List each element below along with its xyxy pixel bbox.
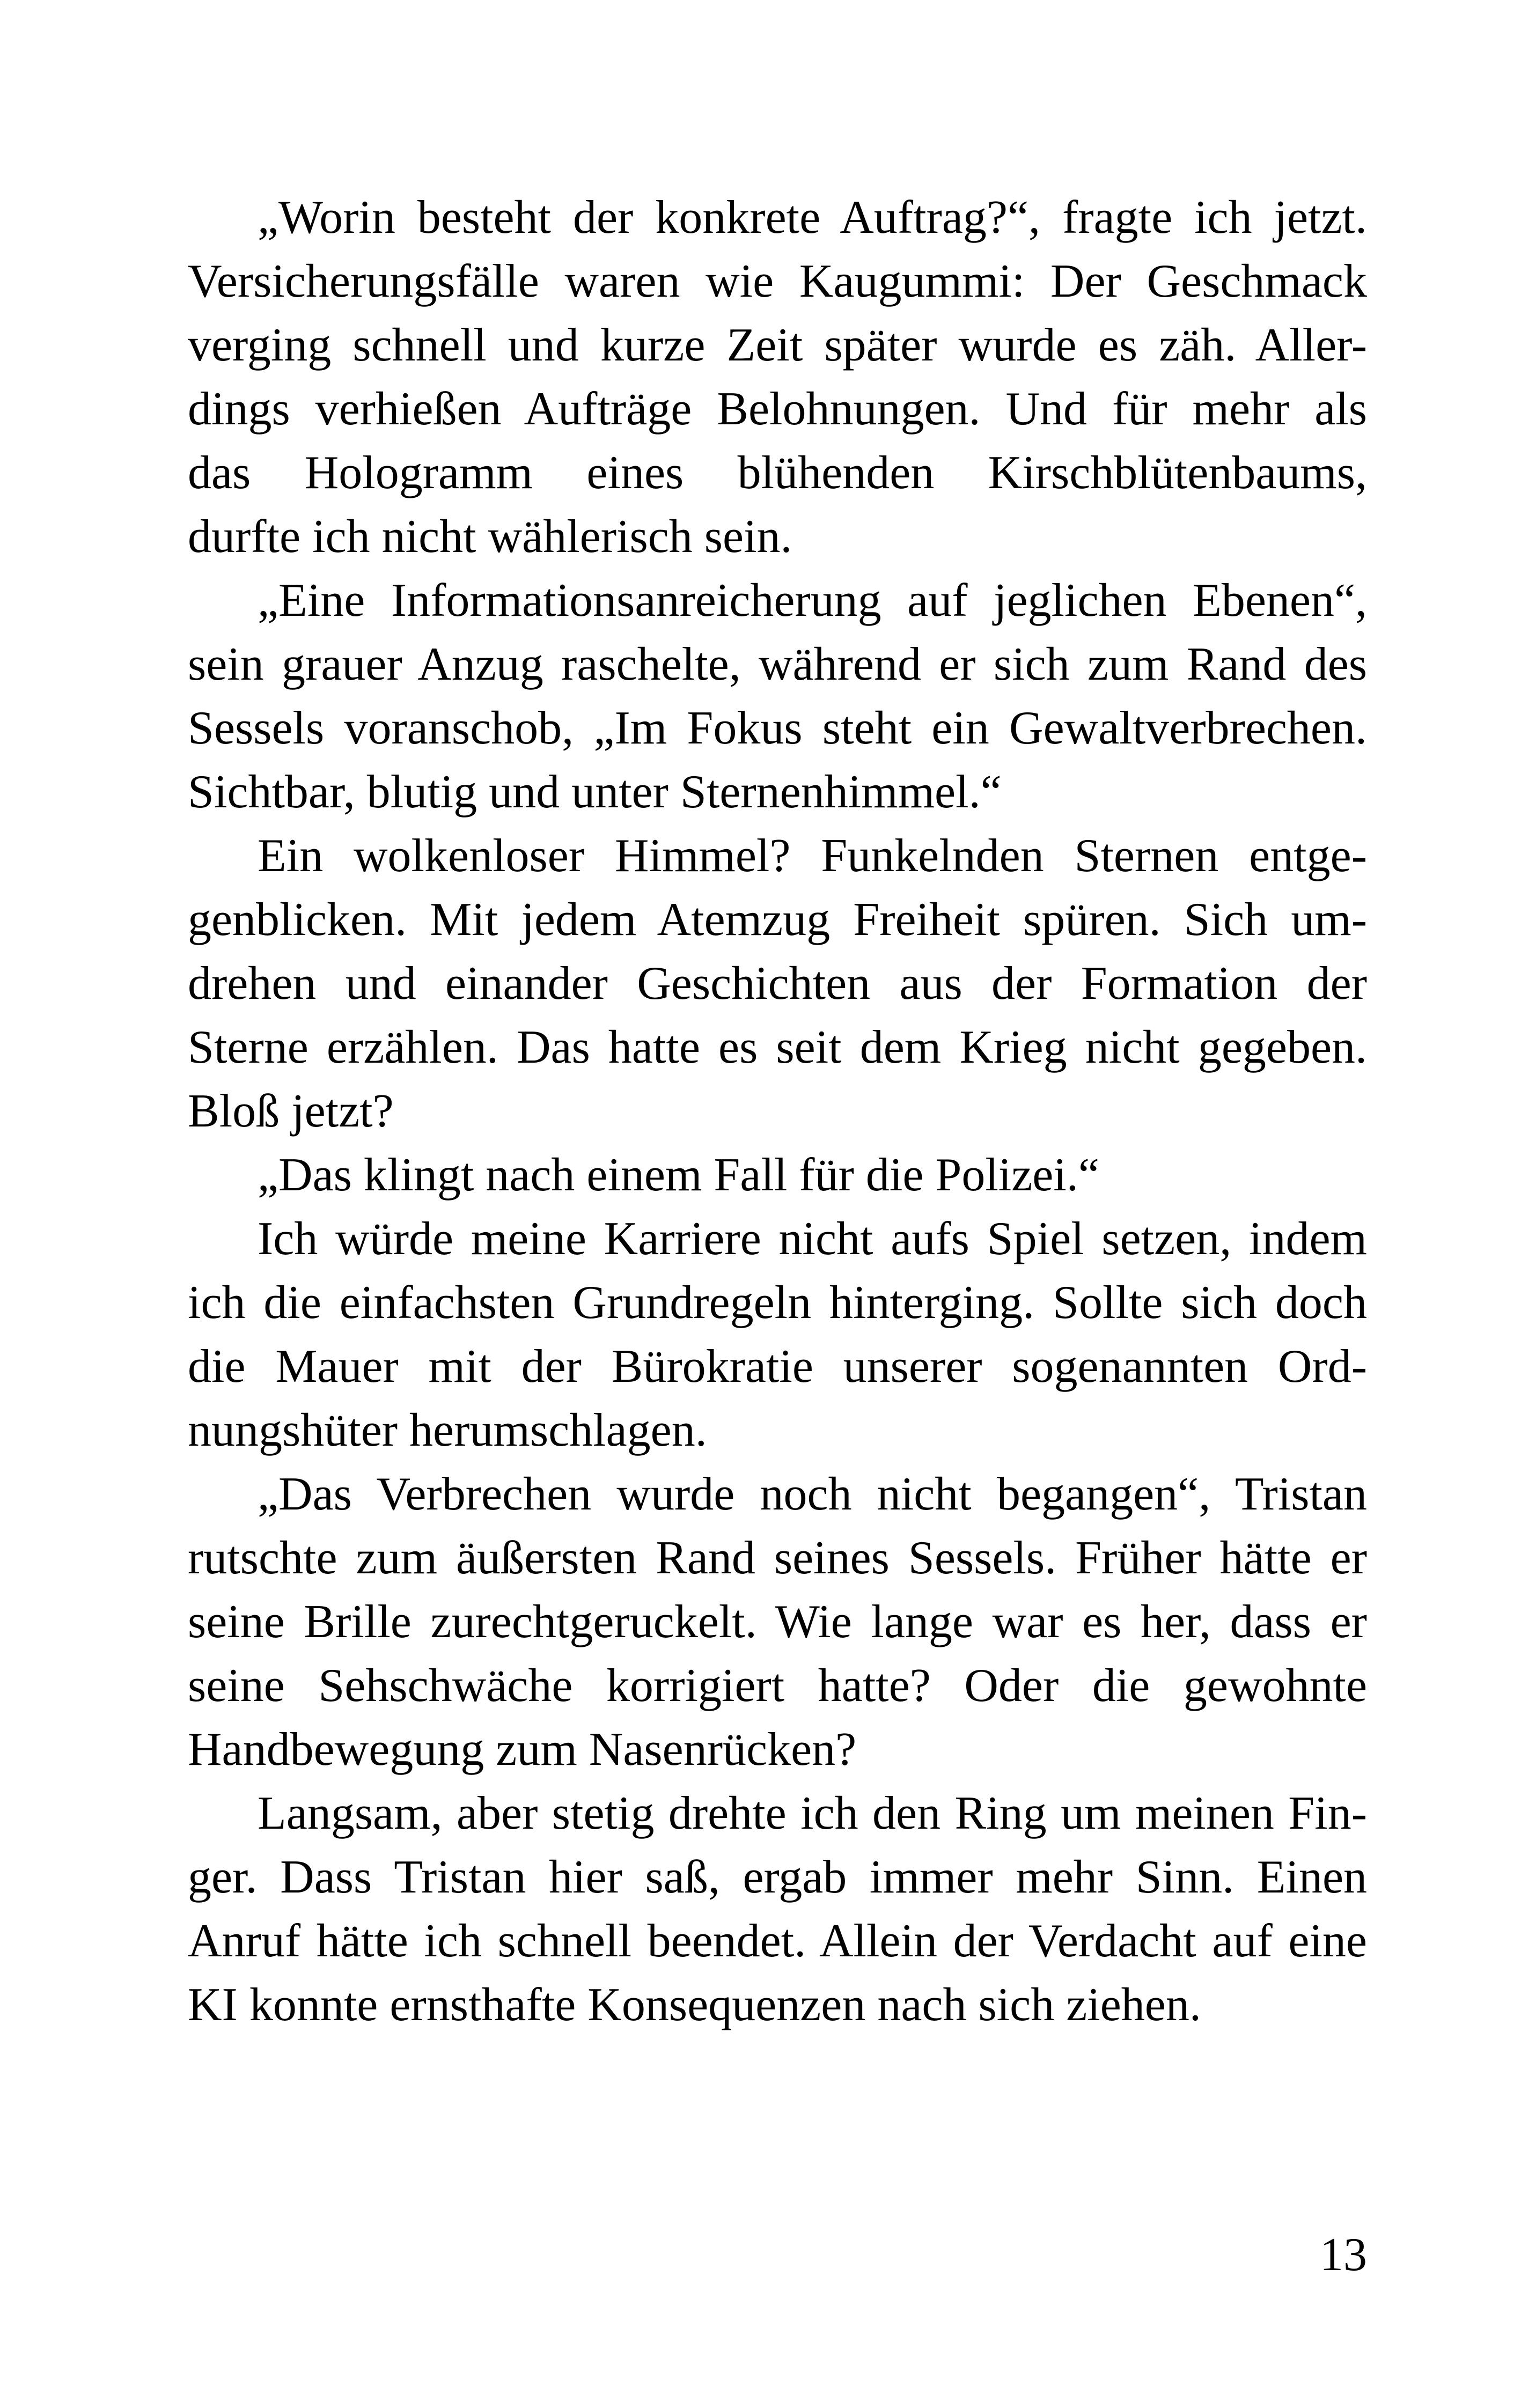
text-line: Langsam, aber stetig drehte ich den Ring um meinen Fin- <box>258 1787 1367 1839</box>
text-line: seine Sehschwäche korrigiert hatte? Oder die gewohnte <box>188 1660 1367 1712</box>
text-line: drehen und einander Geschichten aus der Formation der <box>188 958 1367 1010</box>
paragraph <box>188 824 1367 1143</box>
page-number: 13 <box>1320 2229 1367 2281</box>
text-line: sein grauer Anzug raschelte, während er sich zum Rand des <box>188 638 1367 690</box>
text-line: seine Brille zurechtgeruckelt. Wie lange war es her, dass er <box>188 1596 1367 1648</box>
text-line: „Eine Informationsanreicherung auf jeglichen Ebenen“, <box>258 575 1367 627</box>
text-line: Ein wolkenloser Himmel? Funkelnden Sternen entge- <box>258 830 1367 882</box>
text-line: Bloß jetzt? <box>188 1085 394 1137</box>
text-line: Sterne erzählen. Das hatte es seit dem Krieg nicht gegeben. <box>188 1021 1367 1073</box>
text-line: rutschte zum äußersten Rand seines Sessels. Früher hätte er <box>188 1532 1367 1584</box>
text-line: verging schnell und kurze Zeit später wurde es zäh. Aller- <box>188 319 1367 371</box>
paragraph <box>188 1781 1367 2037</box>
page-text <box>188 186 1367 2037</box>
paragraph <box>188 186 1367 569</box>
text-line: Sessels voranschob, „Im Fokus steht ein Gewaltverbrechen. <box>188 702 1367 754</box>
text-line: Anruf hätte ich schnell beendet. Allein der Verdacht auf eine <box>188 1915 1367 1967</box>
paragraph <box>188 569 1367 824</box>
text-line: KI konnte ernsthafte Konsequenzen nach sich ziehen. <box>188 1979 1201 2031</box>
paragraph <box>188 1207 1367 1462</box>
text-line: ich die einfachsten Grundregeln hinterging. Sollte sich doch <box>188 1277 1367 1329</box>
text-line: „Worin besteht der konkrete Auftrag?“, fragte ich jetzt. <box>258 192 1367 244</box>
text-line: nungshüter herumschlagen. <box>188 1404 707 1456</box>
text-line: Ich würde meine Karriere nicht aufs Spiel setzen, indem <box>258 1213 1367 1265</box>
paragraph <box>188 1143 1367 1207</box>
text-line: „Das klingt nach einem Fall für die Polizei.“ <box>258 1149 1099 1201</box>
text-line: die Mauer mit der Bürokratie unserer sogenannten Ord- <box>188 1341 1367 1393</box>
text-line: ger. Dass Tristan hier saß, ergab immer mehr Sinn. Einen <box>188 1851 1367 1903</box>
text-line: Handbewegung zum Nasenrücken? <box>188 1724 857 1776</box>
text-line: „Das Verbrechen wurde noch nicht begangen“, Tristan <box>258 1468 1367 1520</box>
text-line: durfte ich nicht wählerisch sein. <box>188 511 792 563</box>
paragraph <box>188 1462 1367 1781</box>
text-line: das Hologramm eines blühenden Kirschblütenbaums, <box>188 447 1367 499</box>
text-line: Sichtbar, blutig und unter Sternenhimmel.“ <box>188 766 1002 818</box>
text-line: Versicherungsfälle waren wie Kaugummi: Der Geschmack <box>188 255 1367 307</box>
text-line: genblicken. Mit jedem Atemzug Freiheit spüren. Sich um- <box>188 894 1367 946</box>
text-line: dings verhießen Aufträge Belohnungen. Und für mehr als <box>188 383 1367 435</box>
